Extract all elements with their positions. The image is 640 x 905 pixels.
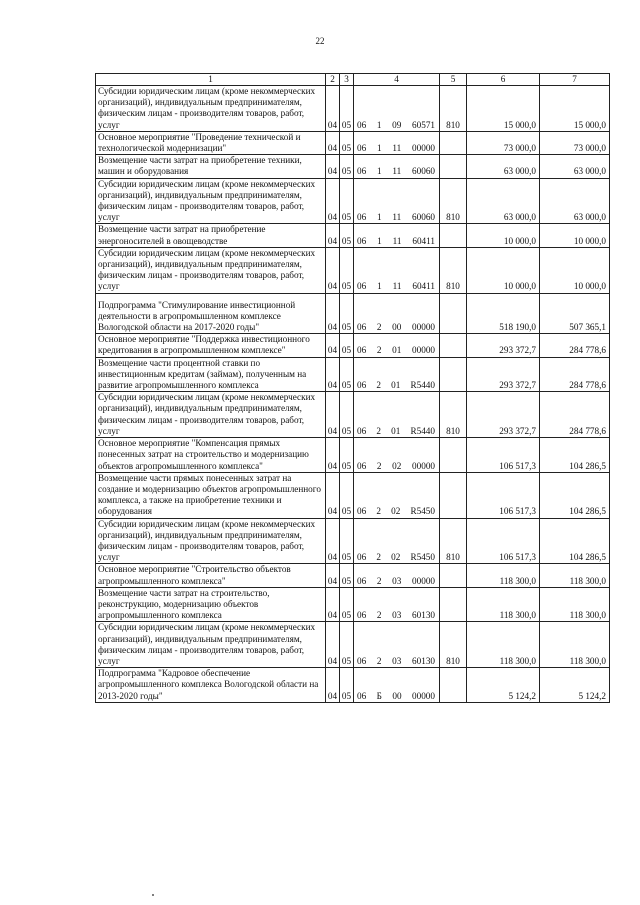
table-row bbox=[96, 247, 610, 293]
row-code bbox=[354, 518, 440, 564]
row-col-7: 118 300,0 bbox=[540, 564, 610, 587]
code-part: 2 bbox=[376, 345, 382, 356]
row-col-7: 10 000,0 bbox=[540, 247, 610, 293]
row-col-2: 04 bbox=[326, 518, 340, 564]
row-code bbox=[354, 622, 440, 668]
code-part: 11 bbox=[392, 212, 402, 223]
row-col-2: 04 bbox=[326, 438, 340, 473]
code-part: 06 bbox=[357, 143, 367, 154]
row-code bbox=[354, 86, 440, 132]
code-part: 06 bbox=[357, 425, 367, 436]
code-parts bbox=[354, 426, 439, 437]
row-name: Возмещение части прямых понесенных затрат на создание и модернизацию объектов агропромышленного комплекса, а также на приобретение техники и оборудования bbox=[96, 472, 326, 518]
row-col-3: 05 bbox=[340, 293, 354, 334]
code-parts bbox=[354, 610, 439, 621]
code-part: 1 bbox=[376, 166, 382, 177]
row-name: Возмещение части затрат на строительство, реконструкцию, модернизацию объектов агропромышленного комплекса bbox=[96, 587, 326, 622]
code-part: 00000 bbox=[412, 690, 435, 701]
row-col-7: 118 300,0 bbox=[540, 587, 610, 622]
code-parts bbox=[354, 461, 439, 472]
code-parts bbox=[354, 322, 439, 333]
row-col-2: 04 bbox=[326, 392, 340, 438]
row-name: Основное мероприятие "Строительство объектов агропромышленного комплекса" bbox=[96, 564, 326, 587]
row-col-2: 04 bbox=[326, 86, 340, 132]
row-code bbox=[354, 587, 440, 622]
table-row bbox=[96, 178, 610, 224]
code-part: 00000 bbox=[412, 575, 435, 586]
row-col-2: 04 bbox=[326, 224, 340, 247]
row-col-2: 04 bbox=[326, 293, 340, 334]
code-parts bbox=[354, 345, 439, 356]
code-parts bbox=[354, 380, 439, 391]
row-col-2: 04 bbox=[326, 155, 340, 178]
code-parts bbox=[354, 506, 439, 517]
row-col-7: 63 000,0 bbox=[540, 155, 610, 178]
code-part: 06 bbox=[357, 281, 367, 292]
row-col-3: 05 bbox=[340, 564, 354, 587]
header-col-7: 7 bbox=[540, 74, 610, 86]
code-part: 06 bbox=[357, 610, 367, 621]
row-code bbox=[354, 293, 440, 334]
code-part: 60060 bbox=[412, 166, 435, 177]
code-part: 60411 bbox=[412, 281, 435, 292]
code-part: Б bbox=[376, 690, 382, 701]
code-part: 06 bbox=[357, 575, 367, 586]
header-col-1: 1 bbox=[96, 74, 326, 86]
code-part: 1 bbox=[376, 143, 382, 154]
row-col-7: 10 000,0 bbox=[540, 224, 610, 247]
row-col-5: 810 bbox=[440, 178, 467, 224]
code-part: 03 bbox=[392, 655, 402, 666]
code-part: 2 bbox=[376, 655, 382, 666]
row-col-2: 04 bbox=[326, 247, 340, 293]
row-col-5: 810 bbox=[440, 86, 467, 132]
row-col-5 bbox=[440, 587, 467, 622]
row-col-5: 810 bbox=[440, 247, 467, 293]
code-part: 11 bbox=[392, 235, 402, 246]
code-part: 06 bbox=[357, 380, 367, 391]
row-name: Возмещение части процентной ставки по инвестиционным кредитам (займам), полученным на развитие агропромышленного комплекса bbox=[96, 357, 326, 392]
code-part: 06 bbox=[357, 552, 367, 563]
row-code bbox=[354, 247, 440, 293]
row-col-6: 73 000,0 bbox=[467, 131, 540, 154]
code-part: R5440 bbox=[410, 380, 435, 391]
code-part: 06 bbox=[357, 345, 367, 356]
code-parts bbox=[354, 656, 439, 667]
code-parts bbox=[354, 281, 439, 292]
code-part: 06 bbox=[357, 119, 367, 130]
row-col-3: 05 bbox=[340, 438, 354, 473]
row-col-2: 04 bbox=[326, 131, 340, 154]
row-col-7: 507 365,1 bbox=[540, 293, 610, 334]
code-part: 11 bbox=[392, 281, 402, 292]
code-part: 11 bbox=[392, 143, 402, 154]
header-col-2: 2 bbox=[326, 74, 340, 86]
code-part: 06 bbox=[357, 460, 367, 471]
code-part: 60130 bbox=[412, 655, 435, 666]
row-col-7: 284 778,6 bbox=[540, 334, 610, 357]
page-number: 22 bbox=[315, 36, 325, 46]
code-part: 00 bbox=[392, 322, 402, 333]
code-part: 2 bbox=[376, 322, 382, 333]
row-col-3: 05 bbox=[340, 357, 354, 392]
code-part: 00000 bbox=[412, 143, 435, 154]
code-part: 2 bbox=[376, 552, 381, 563]
row-col-2: 04 bbox=[326, 334, 340, 357]
row-code bbox=[354, 564, 440, 587]
table-row bbox=[96, 564, 610, 587]
code-parts bbox=[354, 691, 439, 702]
header-row bbox=[96, 74, 610, 86]
code-part: 60571 bbox=[412, 119, 435, 130]
code-part: 06 bbox=[357, 655, 367, 666]
code-part: 03 bbox=[392, 610, 402, 621]
row-col-6: 518 190,0 bbox=[467, 293, 540, 334]
table-row bbox=[96, 438, 610, 473]
code-part: 01 bbox=[391, 380, 401, 391]
row-col-6: 118 300,0 bbox=[467, 564, 540, 587]
row-name: Основное мероприятие "Поддержка инвестиционного кредитования в агропромышленном комплексе" bbox=[96, 334, 326, 357]
row-name: Субсидии юридическим лицам (кроме некоммерческих организаций), индивидуальным предпринимателям, физическим лицам - производителям товаров, работ, услуг bbox=[96, 392, 326, 438]
row-col-5 bbox=[440, 668, 467, 703]
table-row bbox=[96, 587, 610, 622]
row-code bbox=[354, 357, 440, 392]
row-col-7: 5 124,2 bbox=[540, 668, 610, 703]
row-col-7: 284 778,6 bbox=[540, 392, 610, 438]
row-col-3: 05 bbox=[340, 622, 354, 668]
budget-table bbox=[95, 73, 610, 703]
code-parts bbox=[354, 212, 439, 223]
code-part: 00 bbox=[392, 690, 402, 701]
table-row bbox=[96, 622, 610, 668]
row-name: Возмещение части затрат на приобретение техники, машин и оборудования bbox=[96, 155, 326, 178]
row-code bbox=[354, 178, 440, 224]
code-part: R5450 bbox=[410, 506, 435, 517]
code-part: 02 bbox=[392, 460, 402, 471]
row-name: Основное мероприятие "Компенсация прямых понесенных затрат на строительство и модернизацию объектов агропромышленного комплекса" bbox=[96, 438, 326, 473]
code-part: R5440 bbox=[410, 425, 435, 436]
code-part: 1 bbox=[376, 119, 382, 130]
row-code bbox=[354, 224, 440, 247]
code-part: 2 bbox=[376, 575, 382, 586]
table-row bbox=[96, 668, 610, 703]
table-row bbox=[96, 155, 610, 178]
row-col-3: 05 bbox=[340, 472, 354, 518]
header-col-6: 6 bbox=[467, 74, 540, 86]
row-col-6: 10 000,0 bbox=[467, 224, 540, 247]
code-part: 2 bbox=[376, 506, 381, 517]
row-name: Субсидии юридическим лицам (кроме некоммерческих организаций), индивидуальным предпринимателям, физическим лицам - производителям товаров, работ, услуг bbox=[96, 518, 326, 564]
code-part: 11 bbox=[392, 166, 402, 177]
code-part: 60060 bbox=[412, 212, 435, 223]
row-col-6: 15 000,0 bbox=[467, 86, 540, 132]
header-col-3: 3 bbox=[340, 74, 354, 86]
row-col-5 bbox=[440, 564, 467, 587]
code-parts bbox=[354, 166, 439, 177]
row-name: Возмещение части затрат на приобретение энергоносителей в овощеводстве bbox=[96, 224, 326, 247]
row-code bbox=[354, 155, 440, 178]
table-row bbox=[96, 224, 610, 247]
row-name: Субсидии юридическим лицам (кроме некоммерческих организаций), индивидуальным предпринимателям, физическим лицам - производителям товаров, работ, услуг bbox=[96, 178, 326, 224]
code-part: 60411 bbox=[412, 235, 435, 246]
code-part: 06 bbox=[357, 235, 367, 246]
table-row bbox=[96, 392, 610, 438]
row-col-6: 106 517,3 bbox=[467, 472, 540, 518]
table-row bbox=[96, 131, 610, 154]
row-name: Субсидии юридическим лицам (кроме некоммерческих организаций), индивидуальным предпринимателям, физическим лицам - производителям товаров, работ, услуг bbox=[96, 86, 326, 132]
code-parts bbox=[354, 143, 439, 154]
row-code bbox=[354, 334, 440, 357]
header-col-5: 5 bbox=[440, 74, 467, 86]
row-col-3: 05 bbox=[340, 247, 354, 293]
row-col-3: 05 bbox=[340, 668, 354, 703]
table-row bbox=[96, 357, 610, 392]
row-col-6: 63 000,0 bbox=[467, 155, 540, 178]
table-row bbox=[96, 518, 610, 564]
code-parts bbox=[354, 576, 439, 587]
code-parts bbox=[354, 552, 439, 563]
code-part: 00000 bbox=[412, 460, 435, 471]
row-code bbox=[354, 131, 440, 154]
row-col-6: 63 000,0 bbox=[467, 178, 540, 224]
row-col-6: 118 300,0 bbox=[467, 587, 540, 622]
code-part: 60130 bbox=[412, 610, 435, 621]
row-col-5 bbox=[440, 472, 467, 518]
row-col-3: 05 bbox=[340, 587, 354, 622]
row-col-5: 810 bbox=[440, 392, 467, 438]
code-part: 06 bbox=[357, 690, 367, 701]
row-col-2: 04 bbox=[326, 178, 340, 224]
row-col-5 bbox=[440, 334, 467, 357]
code-parts bbox=[354, 236, 439, 247]
row-col-7: 73 000,0 bbox=[540, 131, 610, 154]
code-part: 03 bbox=[392, 575, 402, 586]
row-col-3: 05 bbox=[340, 392, 354, 438]
code-part: 1 bbox=[376, 212, 382, 223]
code-part: 1 bbox=[377, 281, 382, 292]
row-col-6: 293 372,7 bbox=[467, 357, 540, 392]
code-part: 02 bbox=[391, 506, 401, 517]
code-part: 00000 bbox=[412, 345, 435, 356]
code-part: 06 bbox=[357, 322, 367, 333]
code-part: 09 bbox=[392, 119, 402, 130]
row-col-2: 04 bbox=[326, 622, 340, 668]
row-col-2: 04 bbox=[326, 587, 340, 622]
code-part: 06 bbox=[357, 212, 367, 223]
row-col-5 bbox=[440, 293, 467, 334]
code-part: 2 bbox=[376, 380, 381, 391]
code-part: 06 bbox=[357, 506, 367, 517]
code-part: 2 bbox=[376, 460, 382, 471]
row-name: Субсидии юридическим лицам (кроме некоммерческих организаций), индивидуальным предпринимателям, физическим лицам - производителям товаров, работ, услуг bbox=[96, 247, 326, 293]
row-col-7: 15 000,0 bbox=[540, 86, 610, 132]
code-part: 2 bbox=[376, 610, 382, 621]
code-part: 02 bbox=[391, 552, 401, 563]
row-col-5: 810 bbox=[440, 622, 467, 668]
row-col-2: 04 bbox=[326, 668, 340, 703]
code-part: 06 bbox=[357, 166, 367, 177]
row-code bbox=[354, 668, 440, 703]
row-code bbox=[354, 438, 440, 473]
table-body bbox=[96, 86, 610, 703]
table-row bbox=[96, 86, 610, 132]
row-code bbox=[354, 392, 440, 438]
row-col-5 bbox=[440, 438, 467, 473]
row-col-6: 10 000,0 bbox=[467, 247, 540, 293]
row-col-7: 104 286,5 bbox=[540, 472, 610, 518]
table-row bbox=[96, 293, 610, 334]
row-name: Подпрограмма "Стимулирование инвестиционной деятельности в агропромышленном комплексе Вологодской области на 2017-2020 годы" bbox=[96, 293, 326, 334]
row-col-2: 04 bbox=[326, 564, 340, 587]
row-col-7: 104 286,5 bbox=[540, 438, 610, 473]
row-col-3: 05 bbox=[340, 155, 354, 178]
row-col-3: 05 bbox=[340, 224, 354, 247]
row-col-7: 284 778,6 bbox=[540, 357, 610, 392]
row-col-2: 04 bbox=[326, 472, 340, 518]
code-part: 00000 bbox=[412, 322, 435, 333]
row-name: Основное мероприятие "Проведение технической и технологической модернизации" bbox=[96, 131, 326, 154]
row-col-6: 293 372,7 bbox=[467, 392, 540, 438]
row-col-6: 5 124,2 bbox=[467, 668, 540, 703]
code-part: R5450 bbox=[410, 552, 435, 563]
row-name: Субсидии юридическим лицам (кроме некоммерческих организаций), индивидуальным предпринимателям, физическим лицам - производителям товаров, работ, услуг bbox=[96, 622, 326, 668]
row-col-5 bbox=[440, 357, 467, 392]
code-part: 01 bbox=[392, 345, 402, 356]
row-col-3: 05 bbox=[340, 86, 354, 132]
row-code bbox=[354, 472, 440, 518]
row-col-5 bbox=[440, 224, 467, 247]
row-name: Подпрограмма "Кадровое обеспечение агропромышленного комплекса Вологодской области на 2013-2020 годы" bbox=[96, 668, 326, 703]
row-col-7: 104 286,5 bbox=[540, 518, 610, 564]
scan-mark bbox=[152, 894, 154, 896]
row-col-6: 293 372,7 bbox=[467, 334, 540, 357]
row-col-3: 05 bbox=[340, 334, 354, 357]
code-parts bbox=[354, 120, 439, 131]
row-col-6: 118 300,0 bbox=[467, 622, 540, 668]
row-col-3: 05 bbox=[340, 518, 354, 564]
row-col-7: 118 300,0 bbox=[540, 622, 610, 668]
code-part: 2 bbox=[376, 425, 381, 436]
code-part: 1 bbox=[377, 235, 382, 246]
row-col-6: 106 517,3 bbox=[467, 518, 540, 564]
row-col-5 bbox=[440, 131, 467, 154]
row-col-3: 05 bbox=[340, 131, 354, 154]
row-col-2: 04 bbox=[326, 357, 340, 392]
row-col-5 bbox=[440, 155, 467, 178]
row-col-3: 05 bbox=[340, 178, 354, 224]
header-col-4: 4 bbox=[354, 74, 440, 86]
row-col-7: 63 000,0 bbox=[540, 178, 610, 224]
row-col-5: 810 bbox=[440, 518, 467, 564]
table-row bbox=[96, 472, 610, 518]
table-row bbox=[96, 334, 610, 357]
code-part: 01 bbox=[391, 425, 401, 436]
row-col-6: 106 517,3 bbox=[467, 438, 540, 473]
